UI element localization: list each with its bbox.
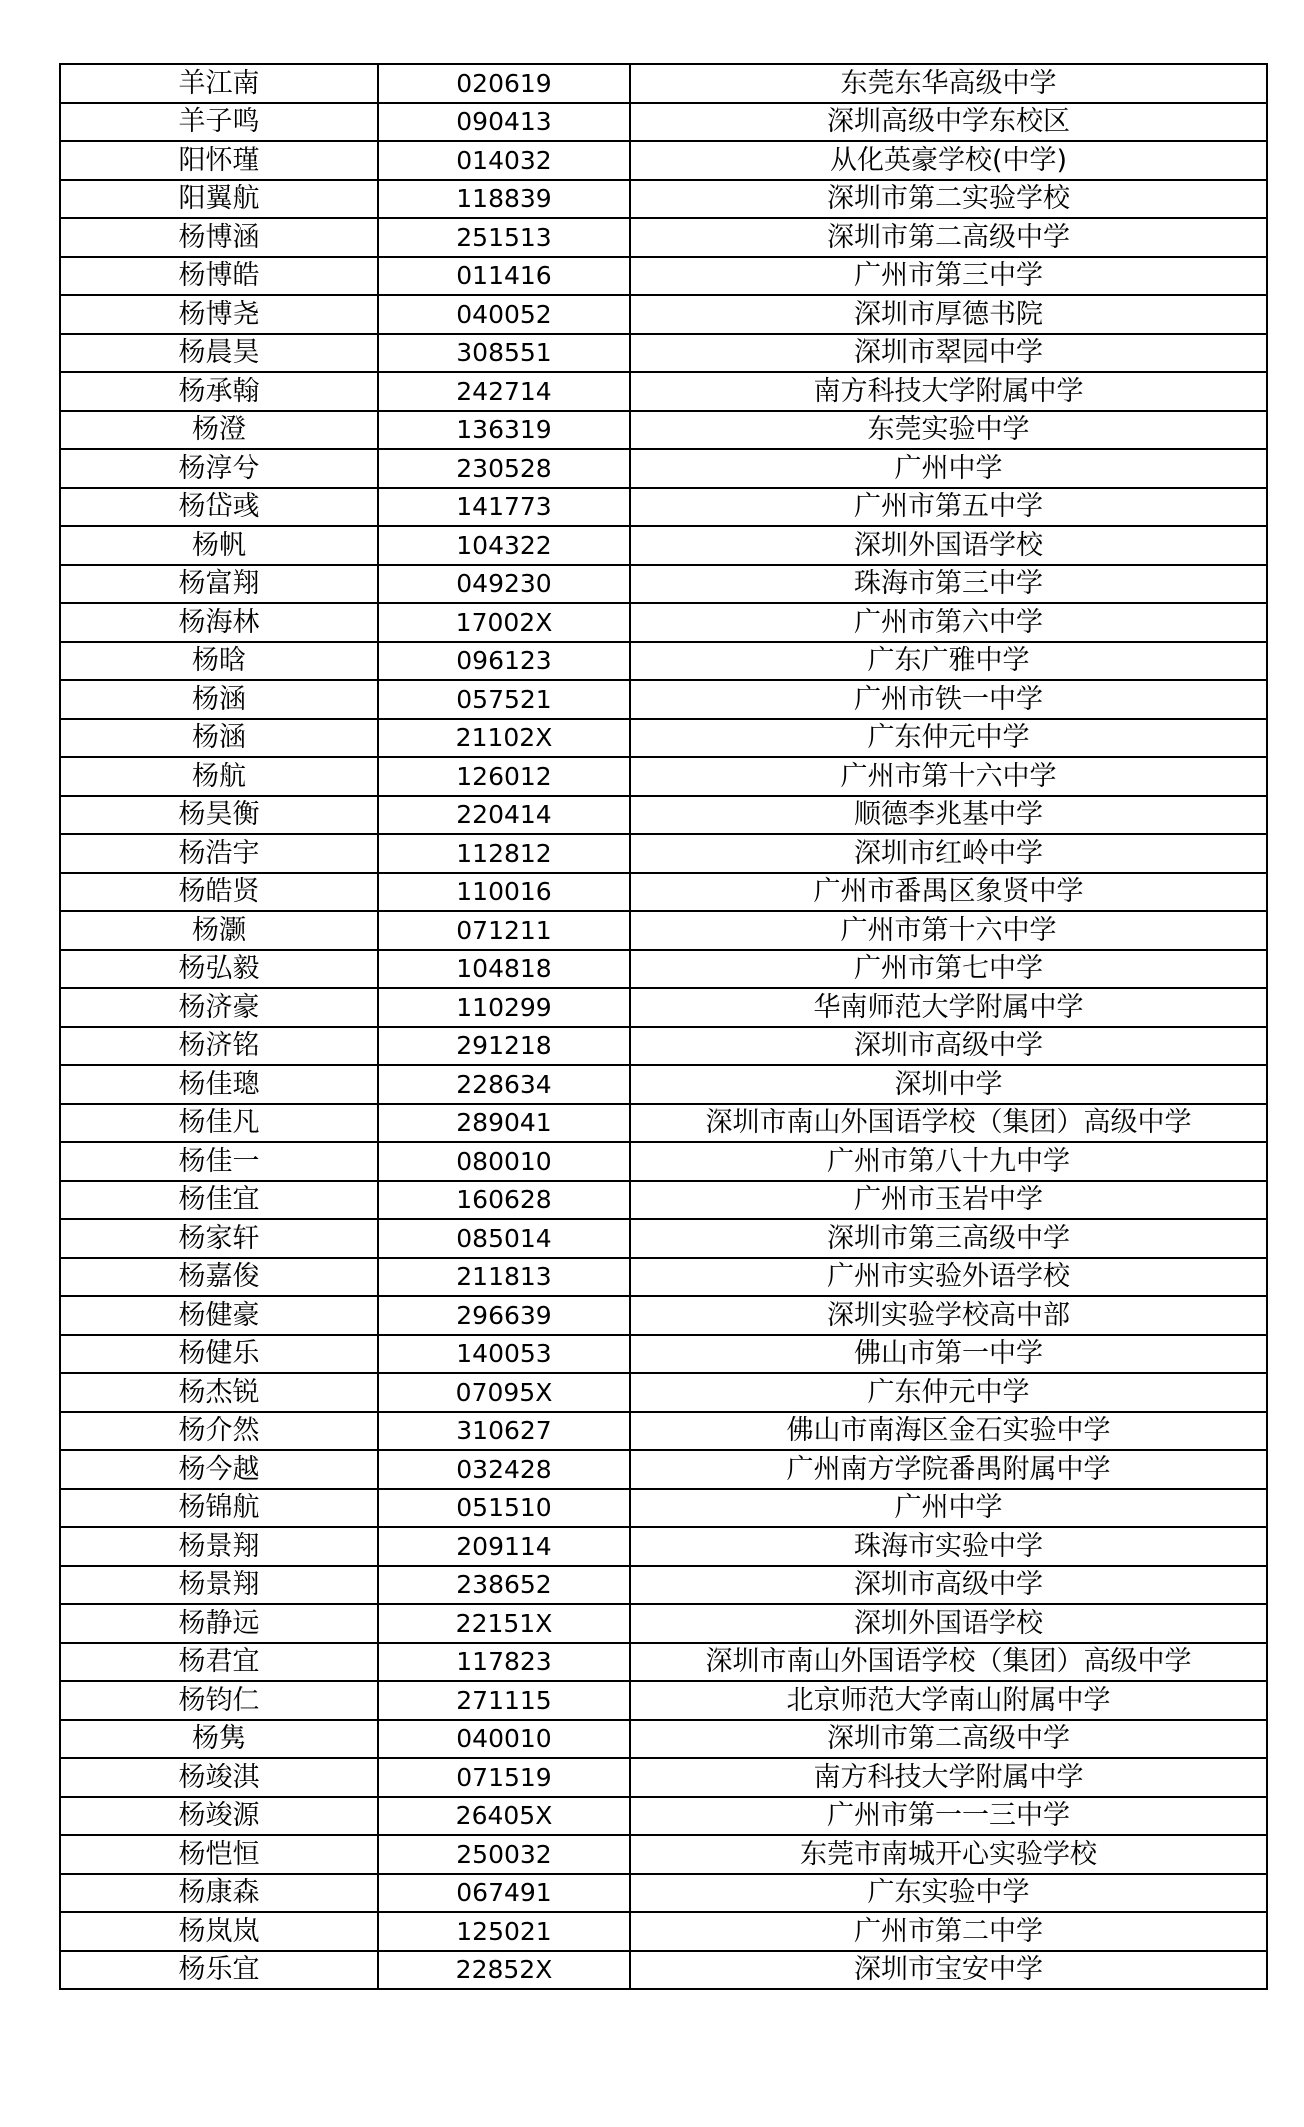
school-cell: 广东实验中学: [630, 1874, 1267, 1913]
school-cell: 珠海市第三中学: [630, 565, 1267, 604]
table-row: [60, 1681, 1267, 1720]
id-cell: 032428: [378, 1450, 630, 1489]
school-cell: 广州市铁一中学: [630, 680, 1267, 719]
name-cell: 杨皓贤: [60, 873, 378, 912]
table-row: [60, 1566, 1267, 1605]
table-row: [60, 1720, 1267, 1759]
table-row: [60, 334, 1267, 373]
id-cell: 126012: [378, 757, 630, 796]
name-cell: 杨康森: [60, 1874, 378, 1913]
name-cell: 杨嘉俊: [60, 1258, 378, 1297]
school-cell: 深圳外国语学校: [630, 526, 1267, 565]
id-cell: 011416: [378, 257, 630, 296]
id-cell: 040052: [378, 295, 630, 334]
id-cell: 141773: [378, 488, 630, 527]
school-cell: 广州市第十六中学: [630, 757, 1267, 796]
table-row: [60, 1489, 1267, 1528]
table-row: [60, 796, 1267, 835]
school-cell: 深圳市宝安中学: [630, 1951, 1267, 1990]
name-cell: 杨健乐: [60, 1335, 378, 1374]
name-cell: 杨晨昊: [60, 334, 378, 373]
id-cell: 057521: [378, 680, 630, 719]
name-cell: 杨竣源: [60, 1797, 378, 1836]
name-cell: 杨澄: [60, 411, 378, 450]
name-cell: 杨弘毅: [60, 950, 378, 989]
table-row: [60, 950, 1267, 989]
school-cell: 广州市第五中学: [630, 488, 1267, 527]
table-row: [60, 988, 1267, 1027]
school-cell: 从化英豪学校(中学): [630, 141, 1267, 180]
school-cell: 广东仲元中学: [630, 719, 1267, 758]
name-cell: 杨恺恒: [60, 1835, 378, 1874]
table-row: [60, 1373, 1267, 1412]
id-cell: 271115: [378, 1681, 630, 1720]
name-cell: 杨涵: [60, 680, 378, 719]
name-cell: 杨帆: [60, 526, 378, 565]
school-cell: 深圳市高级中学: [630, 1027, 1267, 1066]
id-cell: 230528: [378, 449, 630, 488]
name-cell: 杨博涵: [60, 218, 378, 257]
name-cell: 杨涵: [60, 719, 378, 758]
name-cell: 阳翼航: [60, 180, 378, 219]
school-cell: 南方科技大学附属中学: [630, 1758, 1267, 1797]
school-cell: 广州中学: [630, 1489, 1267, 1528]
table-row: [60, 603, 1267, 642]
table-row: [60, 1219, 1267, 1258]
id-cell: 289041: [378, 1104, 630, 1143]
id-cell: 071211: [378, 911, 630, 950]
table-row: [60, 1758, 1267, 1797]
id-cell: 020619: [378, 64, 630, 103]
name-cell: 杨介然: [60, 1412, 378, 1451]
school-cell: 广州市第六中学: [630, 603, 1267, 642]
id-cell: 291218: [378, 1027, 630, 1066]
table-row: [60, 1181, 1267, 1220]
id-cell: 251513: [378, 218, 630, 257]
name-cell: 杨杰锐: [60, 1373, 378, 1412]
table-row: [60, 141, 1267, 180]
table-row: [60, 1874, 1267, 1913]
table-row: [60, 526, 1267, 565]
name-cell: 杨乐宜: [60, 1951, 378, 1990]
id-cell: 211813: [378, 1258, 630, 1297]
id-cell: 104818: [378, 950, 630, 989]
name-cell: 杨济豪: [60, 988, 378, 1027]
id-cell: 040010: [378, 1720, 630, 1759]
id-cell: 140053: [378, 1335, 630, 1374]
id-cell: 049230: [378, 565, 630, 604]
table-row: [60, 1412, 1267, 1451]
name-cell: 杨隽: [60, 1720, 378, 1759]
table-row: [60, 873, 1267, 912]
name-cell: 杨浩宇: [60, 834, 378, 873]
table-row: [60, 1797, 1267, 1836]
id-cell: 07095X: [378, 1373, 630, 1412]
id-cell: 308551: [378, 334, 630, 373]
table-row: [60, 719, 1267, 758]
id-cell: 096123: [378, 642, 630, 681]
id-cell: 110016: [378, 873, 630, 912]
school-cell: 东莞市南城开心实验学校: [630, 1835, 1267, 1874]
id-cell: 136319: [378, 411, 630, 450]
name-cell: 杨航: [60, 757, 378, 796]
name-cell: 杨济铭: [60, 1027, 378, 1066]
table-row: [60, 1142, 1267, 1181]
school-cell: 广东广雅中学: [630, 642, 1267, 681]
id-cell: 160628: [378, 1181, 630, 1220]
school-cell: 广州市第八十九中学: [630, 1142, 1267, 1181]
school-cell: 佛山市第一中学: [630, 1335, 1267, 1374]
school-cell: 华南师范大学附属中学: [630, 988, 1267, 1027]
id-cell: 080010: [378, 1142, 630, 1181]
school-cell: 深圳市第二实验学校: [630, 180, 1267, 219]
name-cell: 杨君宜: [60, 1643, 378, 1682]
id-cell: 21102X: [378, 719, 630, 758]
name-cell: 杨锦航: [60, 1489, 378, 1528]
school-cell: 深圳外国语学校: [630, 1604, 1267, 1643]
id-cell: 071519: [378, 1758, 630, 1797]
school-cell: 广州市第三中学: [630, 257, 1267, 296]
name-cell: 杨晗: [60, 642, 378, 681]
table-row: [60, 411, 1267, 450]
school-cell: 南方科技大学附属中学: [630, 372, 1267, 411]
table-row: [60, 642, 1267, 681]
table-row: [60, 1951, 1267, 1990]
school-cell: 深圳市第二高级中学: [630, 1720, 1267, 1759]
table-row: [60, 180, 1267, 219]
school-cell: 东莞实验中学: [630, 411, 1267, 450]
table-row: [60, 1258, 1267, 1297]
table-row: [60, 449, 1267, 488]
table-row: [60, 1335, 1267, 1374]
table-row: [60, 1527, 1267, 1566]
name-cell: 羊江南: [60, 64, 378, 103]
table-row: [60, 1296, 1267, 1335]
school-cell: 广州市第一一三中学: [630, 1797, 1267, 1836]
table-row: [60, 1604, 1267, 1643]
name-cell: 杨佳一: [60, 1142, 378, 1181]
table-row: [60, 680, 1267, 719]
id-cell: 296639: [378, 1296, 630, 1335]
id-cell: 26405X: [378, 1797, 630, 1836]
name-cell: 杨岚岚: [60, 1912, 378, 1951]
school-cell: 广州南方学院番禺附属中学: [630, 1450, 1267, 1489]
table-row: [60, 1835, 1267, 1874]
school-cell: 深圳市第二高级中学: [630, 218, 1267, 257]
id-cell: 22151X: [378, 1604, 630, 1643]
name-cell: 杨健豪: [60, 1296, 378, 1335]
school-cell: 广州市第七中学: [630, 950, 1267, 989]
name-cell: 杨竣淇: [60, 1758, 378, 1797]
school-cell: 深圳市红岭中学: [630, 834, 1267, 873]
id-cell: 242714: [378, 372, 630, 411]
id-cell: 112812: [378, 834, 630, 873]
id-cell: 110299: [378, 988, 630, 1027]
id-cell: 209114: [378, 1527, 630, 1566]
school-cell: 广州市玉岩中学: [630, 1181, 1267, 1220]
id-cell: 014032: [378, 141, 630, 180]
name-cell: 杨今越: [60, 1450, 378, 1489]
table-row: [60, 257, 1267, 296]
id-cell: 310627: [378, 1412, 630, 1451]
school-cell: 深圳高级中学东校区: [630, 103, 1267, 142]
id-cell: 117823: [378, 1643, 630, 1682]
id-cell: 118839: [378, 180, 630, 219]
table-row: [60, 1027, 1267, 1066]
table-row: [60, 911, 1267, 950]
table-row: [60, 488, 1267, 527]
name-cell: 杨博皓: [60, 257, 378, 296]
school-cell: 深圳实验学校高中部: [630, 1296, 1267, 1335]
student-table: [59, 63, 1268, 1990]
name-cell: 杨昊衡: [60, 796, 378, 835]
name-cell: 杨富翔: [60, 565, 378, 604]
id-cell: 104322: [378, 526, 630, 565]
school-cell: 深圳市厚德书院: [630, 295, 1267, 334]
id-cell: 085014: [378, 1219, 630, 1258]
id-cell: 125021: [378, 1912, 630, 1951]
id-cell: 220414: [378, 796, 630, 835]
id-cell: 051510: [378, 1489, 630, 1528]
school-cell: 北京师范大学南山附属中学: [630, 1681, 1267, 1720]
name-cell: 杨佳璁: [60, 1065, 378, 1104]
school-cell: 深圳市南山外国语学校（集团）高级中学: [630, 1643, 1267, 1682]
table-row: [60, 295, 1267, 334]
table-row: [60, 834, 1267, 873]
school-cell: 广州市第十六中学: [630, 911, 1267, 950]
school-cell: 东莞东华高级中学: [630, 64, 1267, 103]
school-cell: 广州市番禺区象贤中学: [630, 873, 1267, 912]
id-cell: 250032: [378, 1835, 630, 1874]
name-cell: 杨景翔: [60, 1566, 378, 1605]
school-cell: 深圳市第三高级中学: [630, 1219, 1267, 1258]
name-cell: 杨海林: [60, 603, 378, 642]
name-cell: 杨钧仁: [60, 1681, 378, 1720]
name-cell: 杨佳凡: [60, 1104, 378, 1143]
table-row: [60, 218, 1267, 257]
name-cell: 杨承翰: [60, 372, 378, 411]
id-cell: 22852X: [378, 1951, 630, 1990]
table-body: [60, 64, 1267, 1989]
school-cell: 广州市实验外语学校: [630, 1258, 1267, 1297]
id-cell: 238652: [378, 1566, 630, 1605]
school-cell: 深圳市翠园中学: [630, 334, 1267, 373]
id-cell: 228634: [378, 1065, 630, 1104]
school-cell: 深圳市南山外国语学校（集团）高级中学: [630, 1104, 1267, 1143]
table-row: [60, 372, 1267, 411]
table-row: [60, 1065, 1267, 1104]
table-row: [60, 1450, 1267, 1489]
school-cell: 顺德李兆基中学: [630, 796, 1267, 835]
name-cell: 杨静远: [60, 1604, 378, 1643]
id-cell: 17002X: [378, 603, 630, 642]
school-cell: 广东仲元中学: [630, 1373, 1267, 1412]
table-row: [60, 565, 1267, 604]
name-cell: 杨佳宜: [60, 1181, 378, 1220]
school-cell: 广州中学: [630, 449, 1267, 488]
school-cell: 珠海市实验中学: [630, 1527, 1267, 1566]
name-cell: 杨灏: [60, 911, 378, 950]
name-cell: 羊子鸣: [60, 103, 378, 142]
table-row: [60, 1104, 1267, 1143]
name-cell: 杨景翔: [60, 1527, 378, 1566]
table-row: [60, 757, 1267, 796]
name-cell: 杨岱彧: [60, 488, 378, 527]
school-cell: 佛山市南海区金石实验中学: [630, 1412, 1267, 1451]
name-cell: 阳怀瑾: [60, 141, 378, 180]
name-cell: 杨淳兮: [60, 449, 378, 488]
table-row: [60, 64, 1267, 103]
table-row: [60, 1912, 1267, 1951]
name-cell: 杨博尧: [60, 295, 378, 334]
table-row: [60, 103, 1267, 142]
name-cell: 杨家轩: [60, 1219, 378, 1258]
id-cell: 067491: [378, 1874, 630, 1913]
id-cell: 090413: [378, 103, 630, 142]
school-cell: 深圳中学: [630, 1065, 1267, 1104]
school-cell: 深圳市高级中学: [630, 1566, 1267, 1605]
school-cell: 广州市第二中学: [630, 1912, 1267, 1951]
table-row: [60, 1643, 1267, 1682]
